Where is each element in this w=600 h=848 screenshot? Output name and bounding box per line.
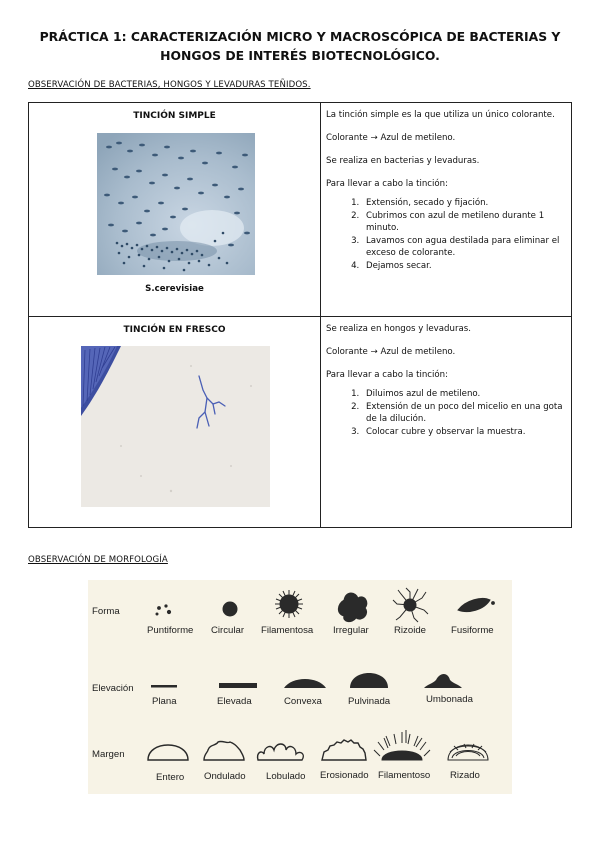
label-filamentosa: Filamentosa bbox=[261, 625, 314, 636]
label-lobulado: Lobulado bbox=[266, 771, 306, 782]
filamentoso-shape bbox=[374, 730, 430, 760]
steps-list bbox=[326, 197, 564, 272]
irregular-shape bbox=[338, 593, 366, 622]
simple-stain-image-cell bbox=[29, 103, 321, 317]
table-row bbox=[29, 317, 572, 528]
convexa-shape bbox=[284, 679, 326, 688]
list-item: 2. Cubrimos con azul de metileno durante 1 minuto. bbox=[362, 210, 564, 234]
label-elevada: Elevada bbox=[217, 696, 252, 707]
fusiforme-tip bbox=[492, 602, 495, 605]
puntiforme-shape bbox=[156, 605, 171, 615]
paragraph: Se realiza en bacterias y levaduras. bbox=[326, 156, 480, 166]
list-item: 2. Extensión de un poco del micelio en una gota de la dilución. bbox=[362, 401, 564, 425]
paragraph: Colorante → Azul de metileno. bbox=[326, 133, 456, 143]
label-ondulado: Ondulado bbox=[204, 771, 246, 782]
label-erosionado: Erosionado bbox=[320, 770, 369, 781]
steps-list bbox=[326, 388, 564, 438]
yeast-micrograph bbox=[97, 133, 255, 275]
plana-shape bbox=[151, 685, 177, 688]
umbonada-shape bbox=[424, 674, 462, 688]
elevada-shape bbox=[219, 683, 257, 688]
fungal-hyphae-micrograph bbox=[81, 346, 270, 507]
fresh-stain-title: TINCIÓN EN FRESCO bbox=[123, 325, 226, 335]
ondulado-shape bbox=[204, 741, 244, 760]
label-circular: Circular bbox=[211, 625, 245, 636]
filamentosa-shape bbox=[275, 590, 303, 618]
fusiforme-shape bbox=[458, 598, 490, 611]
pulvinada-shape bbox=[350, 673, 388, 688]
paragraph: Se realiza en hongos y levaduras. bbox=[326, 324, 471, 334]
fresh-stain-image-cell bbox=[29, 317, 321, 528]
table-row bbox=[29, 103, 572, 317]
list-item: 1. Diluimos azul de metileno. bbox=[362, 388, 564, 400]
rizado-shape bbox=[448, 744, 488, 760]
simple-stain-title: TINCIÓN SIMPLE bbox=[133, 111, 216, 121]
label-irregular: Irregular bbox=[333, 625, 369, 636]
row-label-elevacion: Elevación bbox=[92, 683, 134, 694]
simple-stain-description bbox=[321, 103, 572, 317]
list-item: 4. Dejamos secar. bbox=[362, 260, 564, 272]
label-pulvinada: Pulvinada bbox=[348, 696, 391, 707]
label-entero: Entero bbox=[156, 772, 185, 783]
margen-labels bbox=[156, 770, 480, 783]
forma-labels bbox=[147, 625, 494, 636]
circular-shape bbox=[223, 602, 237, 616]
section-heading-morphology: OBSERVACIÓN DE MORFOLOGÍA bbox=[28, 555, 168, 565]
entero-shape bbox=[148, 745, 188, 760]
list-item: 3. Colocar cubre y observar la muestra. bbox=[362, 426, 564, 438]
label-filamentoso: Filamentoso bbox=[378, 770, 431, 781]
stain-table bbox=[28, 102, 572, 528]
list-item: 1. Extensión, secado y fijación. bbox=[362, 197, 564, 209]
label-plana: Plana bbox=[152, 696, 177, 707]
erosionado-shape bbox=[322, 740, 366, 760]
paragraph: La tinción simple es la que utiliza un único colorante. bbox=[326, 110, 555, 120]
label-rizado: Rizado bbox=[450, 770, 480, 781]
row-label-margen: Margen bbox=[92, 749, 125, 760]
list-item: 3. Lavamos con agua destilada para eliminar el exceso de colorante. bbox=[362, 235, 564, 259]
yeast-image-caption: S.cerevisiae bbox=[145, 284, 204, 294]
page-title: PRÁCTICA 1: CARACTERIZACIÓN MICRO Y MACROSCÓPICA DE BACTERIAS Y HONGOS DE INTERÉS BIOTECNOLÓGICO. bbox=[39, 29, 561, 63]
paragraph: Para llevar a cabo la tinción: bbox=[326, 179, 449, 189]
label-fusiforme: Fusiforme bbox=[451, 625, 494, 636]
label-convexa: Convexa bbox=[284, 696, 322, 707]
section-heading-stains: OBSERVACIÓN DE BACTERIAS, HONGOS Y LEVADURAS TEÑIDOS. bbox=[28, 80, 311, 90]
paragraph: Colorante → Azul de metileno. bbox=[326, 347, 456, 357]
label-rizoide: Rizoide bbox=[394, 625, 426, 636]
row-label-forma: Forma bbox=[92, 606, 120, 617]
rizoide-shape bbox=[393, 588, 428, 622]
label-puntiforme: Puntiforme bbox=[147, 625, 194, 636]
label-umbonada: Umbonada bbox=[426, 694, 473, 705]
elevacion-labels bbox=[152, 694, 474, 707]
paragraph: Para llevar a cabo la tinción: bbox=[326, 370, 449, 380]
lobulado-shape bbox=[258, 744, 304, 760]
colony-morphology-chart bbox=[88, 580, 512, 794]
fresh-stain-description bbox=[321, 317, 572, 528]
